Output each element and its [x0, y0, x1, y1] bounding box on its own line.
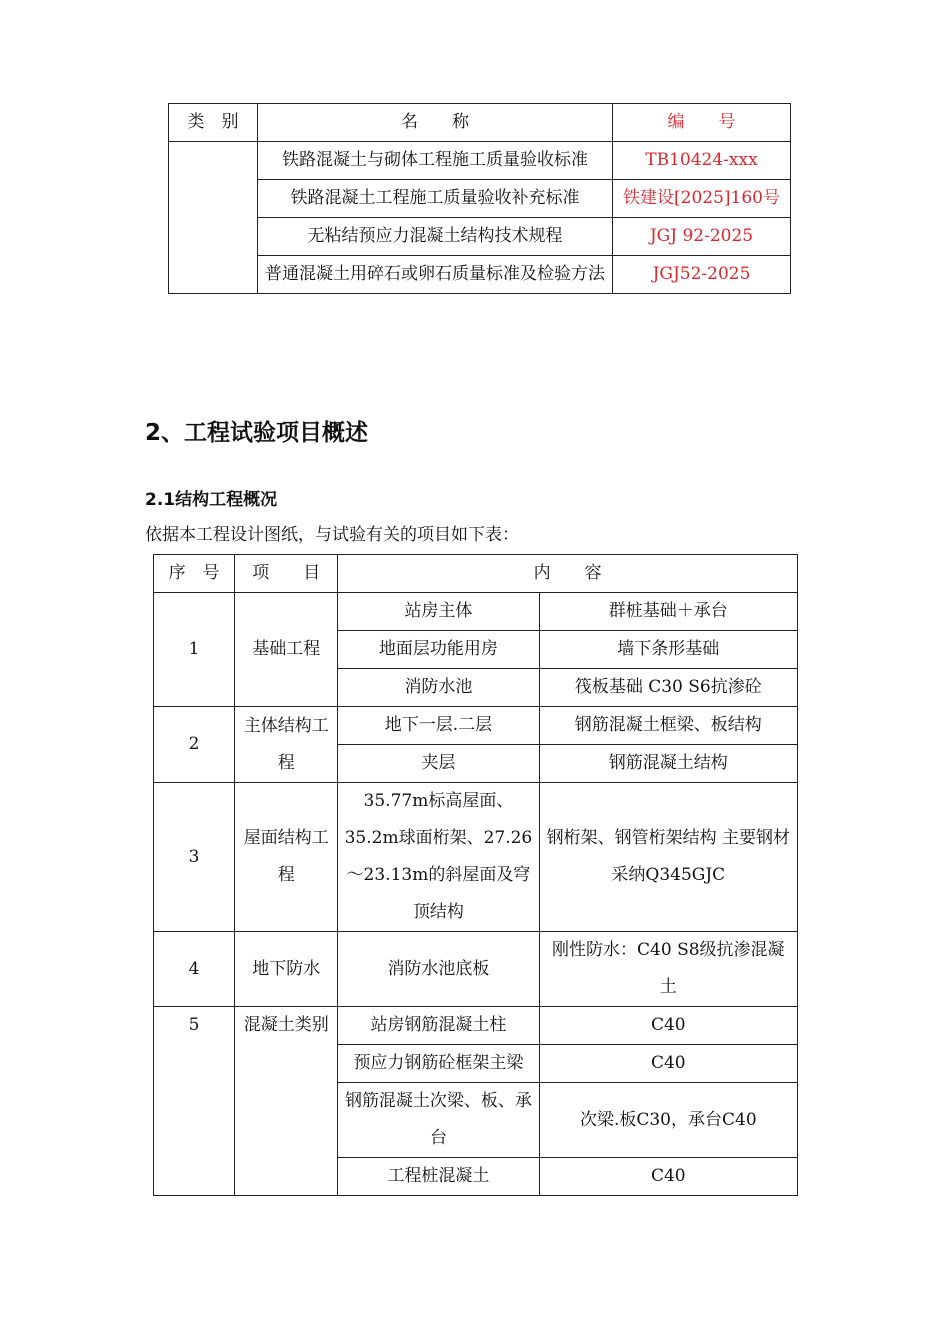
standard-code: TB10424-xxx [613, 142, 791, 180]
detail-cell: 群桩基础＋承台 [539, 593, 797, 631]
standard-name: 普通混凝土用碎石或卵石质量标准及检验方法 [258, 256, 613, 294]
standard-code: JGJ52-2025 [613, 256, 791, 294]
subsection-title: 2.1结构工程概况 [145, 490, 278, 510]
part-cell: 钢筋混凝土次梁、板、承台 [338, 1083, 539, 1158]
table-header-row [169, 104, 791, 142]
part-cell: 预应力钢筋砼框架主梁 [338, 1045, 539, 1083]
standard-code: 铁建设[2025]160号 [613, 180, 791, 218]
table-row [169, 256, 791, 294]
detail-cell: 墙下条形基础 [539, 631, 797, 669]
detail-cell: 刚性防水：C40 S8级抗渗混凝土 [539, 932, 797, 1007]
group-number: 2 [154, 707, 235, 783]
project-table [153, 554, 798, 1196]
detail-cell: 钢筋混凝土结构 [539, 745, 797, 783]
detail-cell: 钢筋混凝土框梁、板结构 [539, 707, 797, 745]
group-number: 5 [154, 1007, 235, 1196]
group-number: 4 [154, 932, 235, 1007]
header-name: 名 称 [258, 104, 613, 142]
header-item: 项 目 [235, 555, 338, 593]
category-cell [169, 142, 258, 294]
header-code: 编 号 [613, 104, 791, 142]
table-row [154, 783, 798, 932]
detail-cell: C40 [539, 1158, 797, 1196]
header-no: 序 号 [154, 555, 235, 593]
part-cell: 工程桩混凝土 [338, 1158, 539, 1196]
group-item: 基础工程 [235, 593, 338, 707]
header-category: 类 别 [169, 104, 258, 142]
table-row [154, 707, 798, 745]
standards-table [168, 103, 791, 294]
standard-name: 铁路混凝土与砌体工程施工质量验收标准 [258, 142, 613, 180]
group-item: 屋面结构工程 [235, 783, 338, 932]
group-item: 混凝土类别 [235, 1007, 338, 1196]
table-header-row [154, 555, 798, 593]
group-item: 地下防水 [235, 932, 338, 1007]
table-row [154, 1007, 798, 1045]
table-row [169, 142, 791, 180]
group-number: 1 [154, 593, 235, 707]
standard-name: 无粘结预应力混凝土结构技术规程 [258, 218, 613, 256]
table-row [154, 932, 798, 1007]
part-cell: 地下一层.二层 [338, 707, 539, 745]
detail-cell: 次梁.板C30，承台C40 [539, 1083, 797, 1158]
header-content: 内 容 [338, 555, 798, 593]
table-row [154, 593, 798, 631]
detail-cell: C40 [539, 1007, 797, 1045]
table-row [169, 218, 791, 256]
detail-cell: C40 [539, 1045, 797, 1083]
detail-cell: 钢桁架、钢管桁架结构 主要钢材采纳Q345GJC [539, 783, 797, 932]
part-cell: 站房主体 [338, 593, 539, 631]
part-cell: 夹层 [338, 745, 539, 783]
part-cell: 35.77m标高屋面、35.2m球面桁架、27.26～23.13m的斜屋面及穹顶结构 [338, 783, 539, 932]
detail-cell: 筏板基础 C30 S6抗渗砼 [539, 669, 797, 707]
part-cell: 消防水池底板 [338, 932, 539, 1007]
part-cell: 站房钢筋混凝土柱 [338, 1007, 539, 1045]
group-item: 主体结构工程 [235, 707, 338, 783]
part-cell: 消防水池 [338, 669, 539, 707]
part-cell: 地面层功能用房 [338, 631, 539, 669]
intro-text: 依据本工程设计图纸，与试验有关的项目如下表： [145, 525, 519, 545]
table-row [169, 180, 791, 218]
group-number: 3 [154, 783, 235, 932]
standard-code: JGJ 92-2025 [613, 218, 791, 256]
standard-name: 铁路混凝土工程施工质量验收补充标准 [258, 180, 613, 218]
section-title: 2、工程试验项目概述 [145, 420, 369, 446]
